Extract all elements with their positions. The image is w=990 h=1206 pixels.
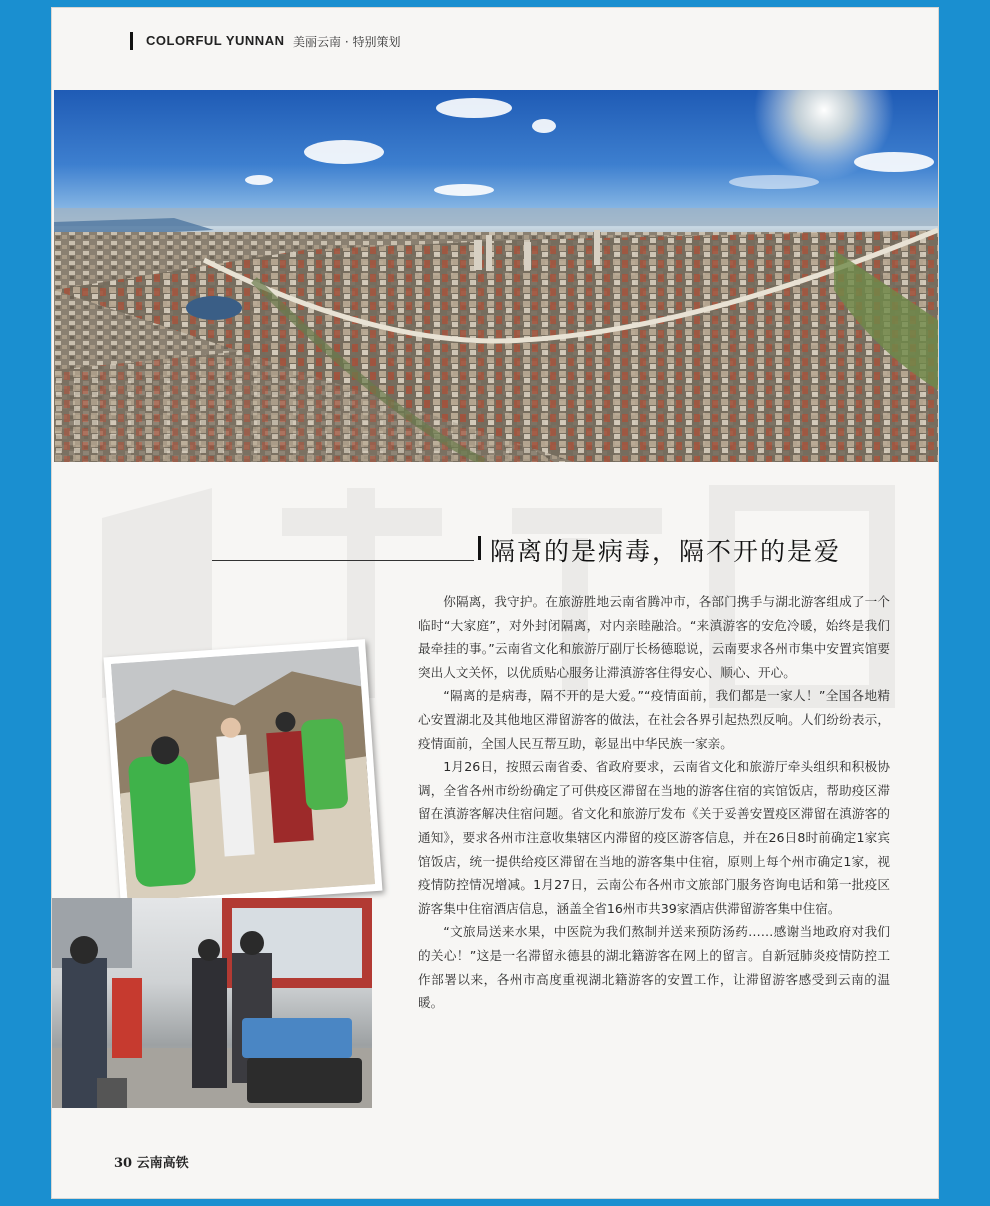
city-panorama-photo [54,90,938,462]
paragraph: “文旅局送来水果，中医院为我们熬制并送来预防汤药……感谢当地政府对我们的关心！”这是一名滞留永德县的湖北籍游客在网上的留言。自新冠肺炎疫情防控工作部署以来，各州市高度重视湖北籍游客的安置工作，让滞留游客感受到云南的温暖。 [418,924,890,1011]
header-accent-bar [130,32,133,50]
page-number: 30 云南高铁 [114,1156,189,1171]
magazine-page [52,8,938,1198]
magazine-name: COLORFUL YUNNAN [146,33,285,48]
temperature-check-photo [104,639,383,909]
title-accent-bar [478,536,481,560]
paragraph: 1月26日，按照云南省委、省政府要求，云南省文化和旅游厅牵头组织和积极协调，全省各州市纷纷确定了可供疫区滞留在当地的游客住宿的宾馆饭店，帮助疫区滞留在滇游客解决住宿问题。省文化和旅游厅发布《关于妥善安置疫区滞留在滇游客的通知》，要求各州市注意收集辖区内滞留的疫区游客信息，并在26日8时前确定1家宾馆饭店，统一提供给疫区滞留在当地的游客集中住宿，原则上每个州市确定1家，视疫情防控情况增减。1月27日，云南公布各州市文旅部门服务咨询电话和第一批疫区游客集中住宿酒店信息，涵盖全省16州市共39家酒店供滞留游客集中住宿。 [418,759,890,916]
column-label: 美丽云南 · 特别策划 [293,35,401,49]
title-rule-line [212,560,474,561]
paragraph: “隔离的是病毒，隔不开的是大爱。”“疫情面前，我们都是一家人！”全国各地精心安置湖北及其他地区滞留游客的做法，在社会各界引起热烈反响。人们纷纷表示，疫情面前，全国人民互帮互助，彰显出中华民族一家亲。 [418,688,890,751]
tourists-luggage-photo [52,898,372,1108]
article-body [418,590,890,1015]
article-title: 隔离的是病毒，隔不开的是爱 [490,537,842,566]
paragraph: 你隔离，我守护。在旅游胜地云南省腾冲市，各部门携手与湖北游客组成了一个临时“大家庭”，对外封闭隔离，对内亲睦融洽。“来滇游客的安危冷暖，始终是我们最牵挂的事。”云南省文化和旅游厅副厅长杨德聪说，云南要求各州市集中安置宾馆要突出人文关怀，以优质贴心服务让滞滇游客住得安心、顺心、开心。 [418,594,890,680]
